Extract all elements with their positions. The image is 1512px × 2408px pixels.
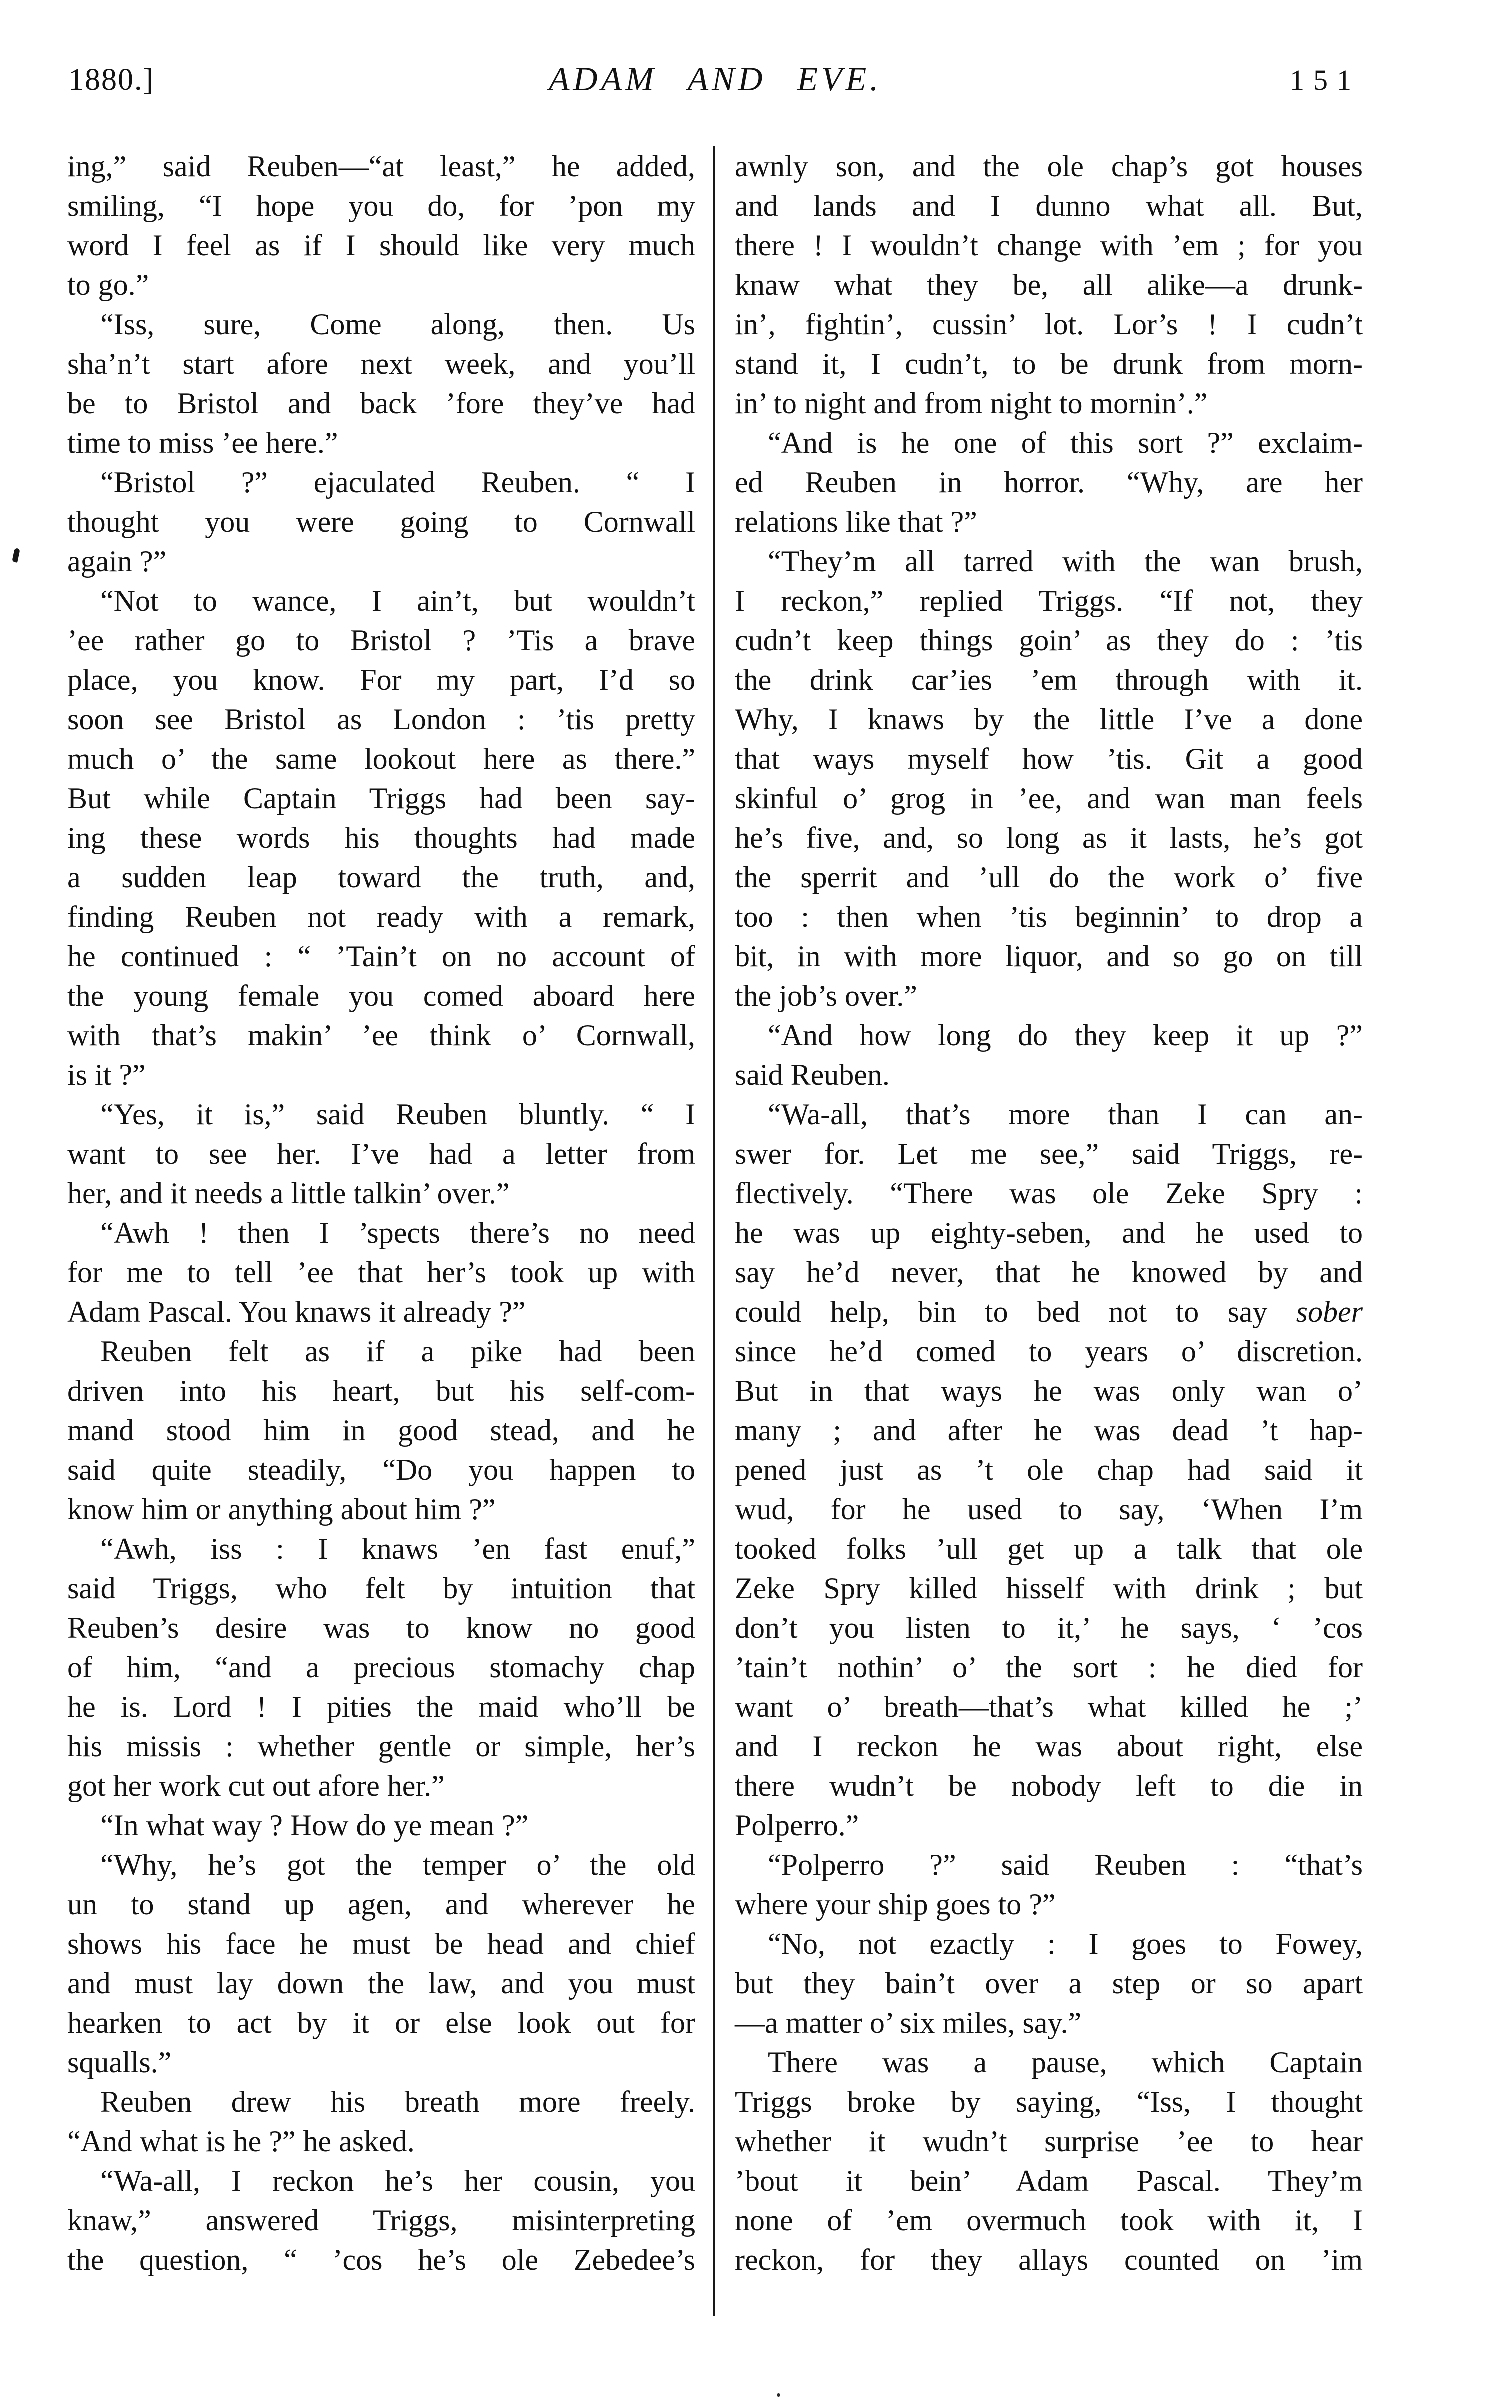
- page-number: 151: [1290, 64, 1360, 96]
- text-line: Reuben’s desire was to know no good: [68, 1611, 696, 1644]
- text-line: knaw,” answered Triggs, misinterpreting: [68, 2204, 696, 2237]
- text-line: want to see her. I’ve had a letter from: [68, 1137, 696, 1170]
- text-line: “Yes, it is,” said Reuben bluntly. “ I: [100, 1098, 696, 1131]
- text-line: soon see Bristol as London : ’tis pretty: [68, 703, 696, 736]
- text-line: could help, bin to bed not to say sober: [735, 1295, 1363, 1328]
- text-line: tooked folks ’ull get up a talk that ole: [735, 1532, 1363, 1565]
- text-line: said quite steadily, “Do you happen to: [68, 1453, 696, 1486]
- text-line: hearken to act by it or else look out for: [68, 2006, 696, 2039]
- running-title: ADAM AND EVE.: [548, 60, 882, 98]
- text-line: to go.”: [68, 268, 150, 301]
- text-line: thought you were going to Cornwall: [68, 505, 696, 538]
- text-line: the job’s over.”: [735, 979, 918, 1012]
- text-line: many ; and after he was dead ’t hap-: [735, 1414, 1363, 1447]
- text-line: word I feel as if I should like very much: [68, 229, 696, 262]
- text-line: “Wa-all, that’s more than I can an-: [768, 1098, 1363, 1131]
- text-line: in’, fightin’, cussin’ lot. Lor’s ! I cudn’t: [735, 308, 1363, 341]
- text-line: ing,” said Reuben—“at least,” he added,: [68, 150, 696, 183]
- text-line: he’s five, and, so long as it lasts, he’s got: [735, 821, 1363, 854]
- text-line: too : then when ’tis beginnin’ to drop a: [735, 900, 1363, 933]
- text-line: much o’ the same lookout here as there.”: [68, 742, 696, 775]
- text-line: pened just as ’t ole chap had said it: [735, 1453, 1363, 1486]
- text-line: be to Bristol and back ’fore they’ve had: [68, 387, 696, 420]
- text-line: driven into his heart, but his self-com-: [68, 1374, 696, 1407]
- text-line: sha’n’t start afore next week, and you’ll: [68, 347, 696, 380]
- text-line: flectively. “There was ole Zeke Spry :: [735, 1177, 1363, 1210]
- left-column: [68, 147, 696, 2280]
- text-line: “Bristol ?” ejaculated Reuben. “ I: [100, 466, 696, 499]
- text-line: cudn’t keep things goin’ as they do : ’tis: [735, 624, 1363, 657]
- text-line: But in that ways he was only wan o’: [735, 1374, 1363, 1407]
- text-line: “Not to wance, I ain’t, but wouldn’t: [100, 584, 696, 617]
- text-line: time to miss ’ee here.”: [68, 426, 338, 459]
- text-line: of him, “and a precious stomachy chap: [68, 1651, 696, 1684]
- text-line: want o’ breath—that’s what killed he ;’: [735, 1690, 1363, 1723]
- text-line: and must lay down the law, and you must: [68, 1967, 696, 2000]
- text-line: Reuben felt as if a pike had been: [100, 1335, 696, 1368]
- text-line: he is. Lord ! I pities the maid who’ll be: [68, 1690, 696, 1723]
- text-line: “Awh, iss : I knaws ’en fast enuf,”: [100, 1532, 696, 1565]
- publication-year: 1880.]: [68, 63, 155, 97]
- text-line: “Why, he’s got the temper o’ the old: [100, 1848, 696, 1881]
- text-line: the young female you comed aboard here: [68, 979, 696, 1012]
- text-line: There was a pause, which Captain: [768, 2046, 1363, 2079]
- text-line: the question, “ ’cos he’s ole Zebedee’s: [68, 2243, 696, 2276]
- text-line: and I reckon he was about right, else: [735, 1730, 1363, 1763]
- text-line: there ! I wouldn’t change with ’em ; for you: [735, 229, 1363, 262]
- text-line: I reckon,” replied Triggs. “If not, they: [735, 584, 1363, 617]
- text-line: know him or anything about him ?”: [68, 1493, 496, 1526]
- text-line: “In what way ? How do ye mean ?”: [100, 1809, 529, 1842]
- text-line: “Wa-all, I reckon he’s her cousin, you: [100, 2164, 696, 2197]
- text-line: and lands and I dunno what all. But,: [735, 189, 1363, 222]
- text-line: her, and it needs a little talkin’ over.”: [68, 1177, 510, 1210]
- right-column: [735, 147, 1363, 2280]
- text-line: said Triggs, who felt by intuition that: [68, 1572, 696, 1605]
- text-line: say he’d never, that he knowed by and: [735, 1256, 1363, 1289]
- text-line: Adam Pascal. You knaws it already ?”: [68, 1295, 526, 1328]
- text-line: —a matter o’ six miles, say.”: [735, 2006, 1082, 2039]
- text-line: awnly son, and the ole chap’s got houses: [735, 150, 1363, 183]
- text-line: “Awh ! then I ’spects there’s no need: [100, 1216, 696, 1249]
- text-line: but they bain’t over a step or so apart: [735, 1967, 1363, 2000]
- text-line: “Iss, sure, Come along, then. Us: [100, 308, 696, 341]
- text-line: “And how long do they keep it up ?”: [768, 1019, 1363, 1052]
- text-line: But while Captain Triggs had been say-: [68, 782, 696, 815]
- text-line: his missis : whether gentle or simple, her’s: [68, 1730, 696, 1763]
- text-line: bit, in with more liquor, and so go on till: [735, 940, 1363, 973]
- text-line: with that’s makin’ ’ee think o’ Cornwall,: [68, 1019, 696, 1052]
- text-line: in’ to night and from night to mornin’.”: [735, 387, 1208, 420]
- text-line: since he’d comed to years o’ discretion.: [735, 1335, 1363, 1368]
- text-line: knaw what they be, all alike—a drunk-: [735, 268, 1363, 301]
- text-line: shows his face he must be head and chief: [68, 1927, 696, 1960]
- text-line: “Polperro ?” said Reuben : “that’s: [768, 1848, 1363, 1881]
- text-line: place, you know. For my part, I’d so: [68, 663, 696, 696]
- text-line: “And what is he ?” he asked.: [68, 2125, 415, 2158]
- text-line: ’ee rather go to Bristol ? ’Tis a brave: [68, 624, 696, 657]
- text-line: none of ’em overmuch took with it, I: [735, 2204, 1363, 2237]
- text-line: he continued : “ ’Tain’t on no account of: [68, 940, 696, 973]
- text-line: relations like that ?”: [735, 505, 978, 538]
- text-line: swer for. Let me see,” said Triggs, re-: [735, 1137, 1363, 1170]
- text-line: “They’m all tarred with the wan brush,: [768, 545, 1363, 578]
- page-header: [68, 55, 1364, 105]
- text-line: for me to tell ’ee that her’s took up with: [68, 1256, 696, 1289]
- text-line: Polperro.”: [735, 1809, 860, 1842]
- text-line: un to stand up agen, and wherever he: [68, 1888, 696, 1921]
- text-line: there wudn’t be nobody left to die in: [735, 1769, 1363, 1802]
- text-line: again ?”: [68, 545, 167, 578]
- text-line: said Reuben.: [735, 1058, 890, 1091]
- text-line: is it ?”: [68, 1058, 146, 1091]
- text-line: ’bout it bein’ Adam Pascal. They’m: [735, 2164, 1363, 2197]
- text-line: Reuben drew his breath more freely.: [100, 2085, 696, 2118]
- text-line: ed Reuben in horror. “Why, are her: [735, 466, 1363, 499]
- text-line: Triggs broke by saying, “Iss, I thought: [735, 2085, 1363, 2118]
- text-line: Zeke Spry killed hisself with drink ; but: [735, 1572, 1363, 1605]
- text-line: Why, I knaws by the little I’ve a done: [735, 703, 1363, 736]
- text-line: got her work cut out afore her.”: [68, 1769, 445, 1802]
- text-line: where your ship goes to ?”: [735, 1888, 1056, 1921]
- text-line: mand stood him in good stead, and he: [68, 1414, 696, 1447]
- ink-speck: [12, 548, 20, 563]
- text-line: whether it wudn’t surprise ’ee to hear: [735, 2125, 1363, 2158]
- text-line: skinful o’ grog in ’ee, and wan man feels: [735, 782, 1363, 815]
- text-line: the sperrit and ’ull do the work o’ five: [735, 861, 1363, 894]
- text-line: stand it, I cudn’t, to be drunk from morn-: [735, 347, 1363, 380]
- text-line: squalls.”: [68, 2046, 172, 2079]
- ink-speck: [777, 2393, 780, 2397]
- text-line: “And is he one of this sort ?” exclaim-: [768, 426, 1363, 459]
- text-line: ’tain’t nothin’ o’ the sort : he died for: [735, 1651, 1363, 1684]
- text-line: “No, not ezactly : I goes to Fowey,: [768, 1927, 1363, 1960]
- text-line: reckon, for they allays counted on ’im: [735, 2243, 1363, 2276]
- text-line: ing these words his thoughts had made: [68, 821, 696, 854]
- text-line: the drink car’ies ’em through with it.: [735, 663, 1363, 696]
- column-divider-rule: [714, 146, 715, 2316]
- text-line: that ways myself how ’tis. Git a good: [735, 742, 1363, 775]
- text-line: wud, for he used to say, ‘When I’m: [735, 1493, 1363, 1526]
- text-line: finding Reuben not ready with a remark,: [68, 900, 696, 933]
- text-line: he was up eighty-seben, and he used to: [735, 1216, 1363, 1249]
- text-line: a sudden leap toward the truth, and,: [68, 861, 696, 894]
- text-line: smiling, “I hope you do, for ’pon my: [68, 189, 696, 222]
- text-line: don’t you listen to it,’ he says, ‘ ’cos: [735, 1611, 1363, 1644]
